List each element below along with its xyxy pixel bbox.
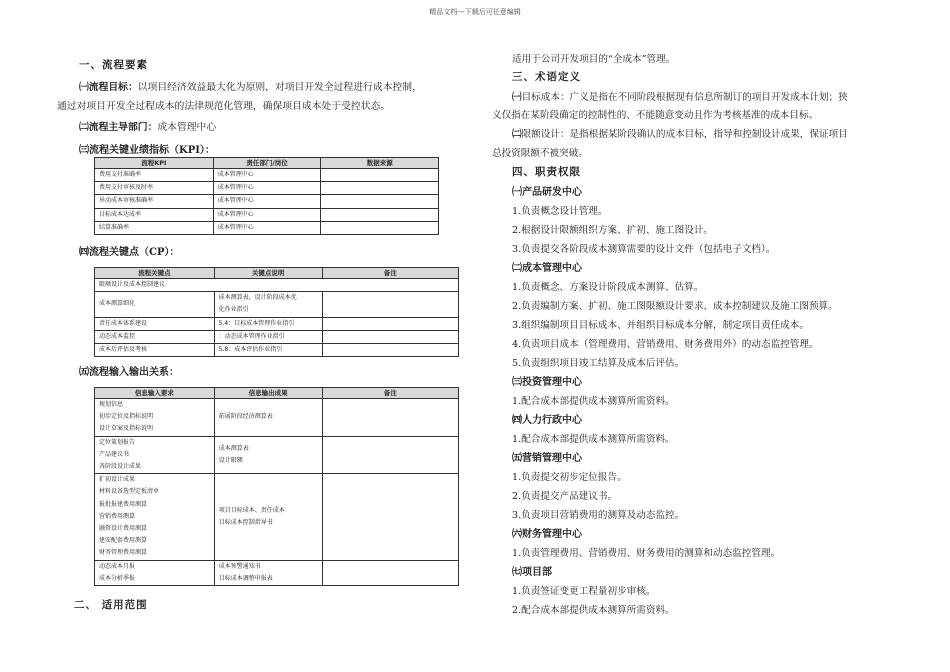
def1-text-2: 义仅指在某阶段确定的控制性的、不能随意变动且作为考核基准的成本目标。 bbox=[492, 110, 819, 121]
cp-col-point: 流程关键点 bbox=[95, 268, 215, 279]
io-input-cell bbox=[95, 399, 215, 437]
dept-text: 成本管理中心 bbox=[157, 122, 217, 133]
dept-paragraph bbox=[79, 118, 216, 137]
table-row bbox=[95, 560, 459, 585]
io-input-line: 规划信息 bbox=[99, 401, 124, 408]
io-table-header bbox=[95, 388, 459, 399]
def1-line1 bbox=[512, 89, 848, 103]
def1-label: ㈠ bbox=[512, 92, 522, 103]
list-item: 1.负责提交初步定位报告。 bbox=[512, 472, 627, 483]
io-input-line: 融资设计费用测算 bbox=[99, 525, 148, 533]
list-item: 3.负责提交各阶段成本测算需要的设计文件（包括电子文档）。 bbox=[512, 244, 776, 255]
cp-cell bbox=[214, 292, 322, 317]
io-input-line: 定位策划报告 bbox=[99, 438, 136, 446]
cp-cell bbox=[322, 330, 458, 343]
goal-text-1: 以项目经济效益最大化为原则，对项目开发全过程进行成本控制， bbox=[137, 82, 422, 93]
list-item: 1.负责概念设计管理。 bbox=[512, 206, 608, 217]
dept-label: ㈡流程主导部门： bbox=[79, 122, 158, 133]
cp-cell: 动态成本监控 bbox=[95, 330, 215, 343]
kpi-cell bbox=[321, 169, 439, 182]
def2-line1 bbox=[512, 126, 848, 140]
list-item: 4.负责项目成本（管理费用、营销费用、财务费用外）的动态监控管理。 bbox=[512, 339, 819, 350]
io-table bbox=[94, 387, 459, 586]
list-item: 1.负责签证变更工程量初步审核。 bbox=[512, 586, 656, 597]
io-input-cell bbox=[95, 560, 215, 585]
cp-point-text: 限额设计及成本控制建议 bbox=[99, 281, 166, 288]
cp-cell: ：动态成本管理作业指引 bbox=[214, 330, 322, 343]
io-input-line: 建安配套费用测算 bbox=[99, 537, 148, 545]
kpi-cell: 成本管理中心 bbox=[213, 169, 321, 182]
kpi-col-source: 数据来源 bbox=[321, 158, 439, 169]
io-input-line: 报批报建费用测算 bbox=[99, 500, 148, 508]
table-row bbox=[95, 330, 459, 343]
io-input-line: 财务管理费用测算 bbox=[99, 549, 148, 557]
cp-cell bbox=[322, 317, 458, 330]
kpi-cell: 成本管理中心 bbox=[213, 182, 321, 195]
dept-title-product: ㈠产品研发中心 bbox=[512, 187, 582, 198]
cp-desc-line: 化作业指引 bbox=[218, 306, 249, 314]
dept-title-cost: ㈡成本管理中心 bbox=[512, 263, 582, 274]
io-input-cell bbox=[95, 474, 215, 560]
dept-title-project: ㈦项目部 bbox=[512, 567, 552, 578]
list-item: 5.负责组织项目竣工结算及成本后评估。 bbox=[512, 358, 685, 369]
io-input-line: 初步定位及指标说明 bbox=[99, 413, 154, 421]
io-input-line: 动态成本月报 bbox=[99, 562, 136, 570]
list-item: 1.负责管理费用、营销费用、财务费用的测算和动态监控管理。 bbox=[512, 548, 781, 559]
io-col-input: 信息输入要求 bbox=[95, 388, 215, 399]
goal-text-2: 通过对项目开发全过程成本的法律规范化管理，确保项目成本处于受控状态。 bbox=[57, 101, 391, 112]
table-row bbox=[95, 195, 439, 208]
io-output-cell bbox=[214, 474, 322, 560]
io-output-line: 拓展阶段经济测算表 bbox=[218, 413, 273, 421]
goal-paragraph bbox=[57, 78, 489, 116]
section-1-title: 一、流程要素 bbox=[79, 59, 148, 71]
io-note-cell bbox=[322, 474, 458, 560]
def2-label: ㈡ bbox=[512, 129, 522, 140]
kpi-cell bbox=[321, 208, 439, 221]
kpi-cell: 成本管理中心 bbox=[213, 208, 321, 221]
io-input-line: 扩初设计成果 bbox=[99, 476, 136, 484]
cp-cell: 成本测算细化 bbox=[95, 292, 215, 317]
io-output-line: 目标成本调整申报表 bbox=[218, 574, 273, 582]
io-note-cell bbox=[322, 399, 458, 437]
cp-col-desc: 关键点说明 bbox=[214, 268, 322, 279]
kpi-cell: 成本管理中心 bbox=[213, 195, 321, 208]
io-input-line: 产品建议书 bbox=[99, 450, 130, 458]
list-item: 3.负责项目营销费用的测算及动态监控。 bbox=[512, 510, 685, 521]
scope-text: 适用于公司开发项目的“全成本”管理。 bbox=[512, 54, 676, 65]
section-2-title: 二、 适用范围 bbox=[74, 599, 148, 611]
cp-cell bbox=[95, 279, 459, 292]
list-item: 2.负责编制方案、扩初、施工图限额设计要求、成本控制建议及施工图预算。 bbox=[512, 301, 838, 312]
cp-col-note: 备注 bbox=[322, 268, 458, 279]
goal-label: ㈠流程目标： bbox=[79, 82, 138, 93]
table-row bbox=[95, 182, 439, 195]
io-output-cell bbox=[214, 436, 322, 474]
kpi-table bbox=[94, 157, 439, 235]
kpi-cell bbox=[321, 182, 439, 195]
io-input-line: 设计草案及指标说明 bbox=[99, 425, 154, 433]
io-output-line: 成本测算表 bbox=[218, 444, 249, 452]
table-row bbox=[95, 474, 459, 560]
io-col-output: 信息输出成果 bbox=[214, 388, 322, 399]
list-item: 2.根据设计限额组织方案、扩初、施工图设计。 bbox=[512, 225, 714, 236]
dept-title-hr: ㈣人力行政中心 bbox=[512, 415, 582, 426]
io-note-cell bbox=[322, 560, 458, 585]
list-item: 1.负责概念、方案设计阶段成本测算、估算。 bbox=[512, 282, 704, 293]
kpi-table-header bbox=[95, 158, 439, 169]
def2-text-1: 限额设计：是指根据某阶段确认的成本目标，指导和控制设计成果，保证项目 bbox=[521, 129, 848, 140]
list-item: 2.配合成本部提供成本测算所需资料。 bbox=[512, 605, 675, 616]
kpi-cell: 目标成本达成率 bbox=[95, 208, 214, 221]
cp-title: ㈣流程关键点（CP）： bbox=[79, 247, 180, 258]
list-item: 1.配合成本部提供成本测算所需资料。 bbox=[512, 434, 675, 445]
list-item: 3.组织编制项目目标成本、并组织目标成本分解，制定项目责任成本。 bbox=[512, 320, 809, 331]
def2-text-2: 总投资限额不被突破。 bbox=[492, 148, 588, 159]
section-3-title: 三、术语定义 bbox=[512, 71, 581, 83]
dept-title-finance: ㈥财务管理中心 bbox=[512, 529, 582, 540]
io-col-note: 备注 bbox=[322, 388, 458, 399]
io-output-line: 设计限额 bbox=[218, 456, 243, 464]
kpi-title: ㈢流程关键业绩指标（KPI）： bbox=[79, 145, 215, 156]
io-input-line: 各阶段设计成果 bbox=[99, 463, 142, 471]
cp-cell bbox=[322, 344, 458, 357]
kpi-cell: 费用支付审核及时率 bbox=[95, 182, 214, 195]
kpi-cell bbox=[321, 195, 439, 208]
io-input-line: 营销费用测算 bbox=[99, 512, 136, 520]
io-output-line: 目标成本控制指导书 bbox=[218, 518, 273, 526]
dept-title-marketing: ㈤营销管理中心 bbox=[512, 453, 582, 464]
kpi-cell: 费用支付准确率 bbox=[95, 169, 214, 182]
table-row bbox=[95, 279, 459, 292]
cp-cell: 5.8：成本评估作业指引 bbox=[214, 344, 322, 357]
io-input-line: 成本分析季报 bbox=[99, 574, 136, 582]
cp-cell: 责任成本体系建设 bbox=[95, 317, 215, 330]
table-row bbox=[95, 221, 439, 234]
cp-table-header bbox=[95, 268, 459, 279]
kpi-cell: 成本管理中心 bbox=[213, 221, 321, 234]
cp-cell: 成本后评估及考核 bbox=[95, 344, 215, 357]
kpi-cell: 异动成本审核准确率 bbox=[95, 195, 214, 208]
dept-title-investment: ㈢投资管理中心 bbox=[512, 377, 582, 388]
list-item: 2.负责提交产品建议书。 bbox=[512, 491, 618, 502]
section-4-title: 四、职责权限 bbox=[512, 166, 581, 178]
table-row bbox=[95, 317, 459, 330]
cp-desc-line: 成本测算表，设计阶段成本优 bbox=[218, 294, 297, 302]
table-row bbox=[95, 399, 459, 437]
table-row bbox=[95, 344, 459, 357]
kpi-cell: 结算准确率 bbox=[95, 221, 214, 234]
def1-text-1: 目标成本：广义是指在不同阶段根据现有信息所制订的项目开发成本计划；狭 bbox=[521, 92, 848, 103]
cp-cell: 5.4：目标成本管理作业指引 bbox=[214, 317, 322, 330]
list-item: 1.配合成本部提供成本测算所需资料。 bbox=[512, 396, 675, 407]
table-row bbox=[95, 436, 459, 474]
io-note-cell bbox=[322, 436, 458, 474]
io-output-cell bbox=[214, 560, 322, 585]
table-row bbox=[95, 169, 439, 182]
page-header: 精品文档---下载后可任意编辑 bbox=[429, 8, 521, 16]
io-output-line: 项目目标成本、责任成本 bbox=[218, 506, 285, 514]
kpi-cell bbox=[321, 221, 439, 234]
table-row bbox=[95, 292, 459, 317]
io-input-cell bbox=[95, 436, 215, 474]
io-title: ㈤流程输入输出关系： bbox=[79, 367, 179, 378]
io-output-cell bbox=[214, 399, 322, 437]
kpi-col-dept: 责任部门/岗位 bbox=[213, 158, 321, 169]
cp-cell bbox=[322, 292, 458, 317]
cp-table bbox=[94, 267, 459, 357]
kpi-col-kpi: 流程KPI bbox=[95, 158, 214, 169]
table-row bbox=[95, 208, 439, 221]
io-output-line: 成本预警通知书 bbox=[218, 562, 261, 570]
io-input-line: 材料设备选型定板清单 bbox=[99, 488, 160, 496]
